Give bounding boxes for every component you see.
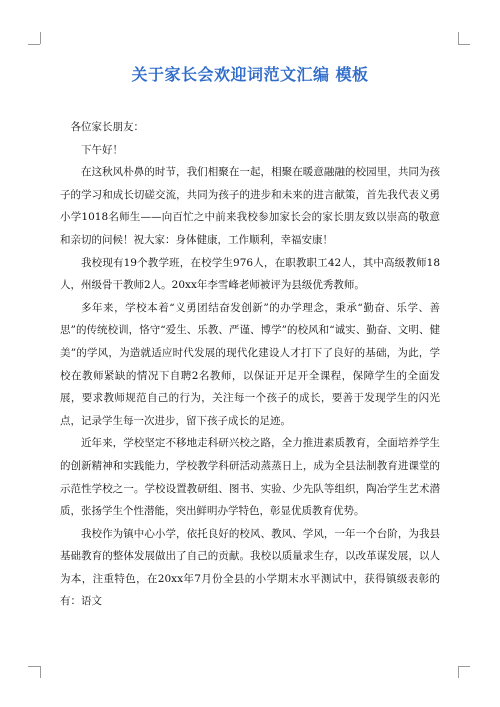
crop-mark	[40, 666, 41, 678]
body-paragraph: 我校现有19个教学班，在校学生976人，在职教职工42人，其中高级教师18人，州级骨干教师2人。20xx年李雪峰老师被评为县级优秀教师。	[60, 256, 440, 292]
crop-mark	[458, 666, 470, 667]
crop-mark	[40, 32, 41, 44]
document-title: 关于家长会欢迎词范文汇编 模板	[131, 65, 369, 84]
crop-mark	[458, 32, 459, 44]
crop-mark	[458, 44, 470, 45]
crop-mark	[28, 666, 40, 667]
salutation-paragraph: 各位家长朋友：	[70, 121, 144, 133]
body-paragraph: 在这秋风朴鼻的时节，我们相聚在一起，相聚在暖意融融的校园里，共同为孩子的学习和成长切磋交流，共同为孩子的进步和未来的进言献策，首先我代表义勇小学1018名师生——向百忙之中前来我校参加家长会的家长朋友致以崇高的敬意和亲切的问候！祝大家：身体健康，工作顺利，幸福安康！	[60, 166, 440, 246]
body-paragraph: 近年来，学校坚定不移地走科研兴校之路，全力推进素质教育，全面培养学生的创新精神和实践能力，学校教学科研活动蒸蒸日上，成为全县法制教育进课堂的示范性学校之一。学校设置教研组、图书、实验、少先队等组织，陶冶学生艺术潜质，张扬学生个性潜能，突出鲜明办学特色，彰显优质教育优势。	[60, 437, 440, 518]
crop-mark	[28, 44, 40, 45]
crop-mark	[458, 666, 459, 678]
body-paragraph: 我校作为镇中心小学，依托良好的校风、教风、学风，一年一个台阶，为我县基础教育的整体发展做出了自己的贡献。我校以质量求生存，以改革谋发展，以人为本，注重特色，在20xx年7月份全县的小学期末水平测试中，获得镇级表彰的有：语文	[60, 527, 440, 608]
document-body	[60, 116, 440, 613]
body-paragraph: 多年来，学校本着“义勇团结奋发创新”的办学理念，秉承“勤奋、乐学、善思”的传统校训，恪守“爱生、乐教、严谨、博学”的校风和“诚实、勤奋、文明、健美”的学风，为造就适应时代发展的现代化建设人才打下了良好的基础，为此，学校在教师紧缺的情况下自聘2名教师，以保证开足开全课程，保障学生的全面发展，要求教师规范自己的行为，关注每一个孩子的成长，要善于发现学生的闪光点，记录学生每一次进步，留下孩子成长的足迹。	[60, 301, 440, 427]
greeting-paragraph: 下午好！	[81, 143, 123, 156]
